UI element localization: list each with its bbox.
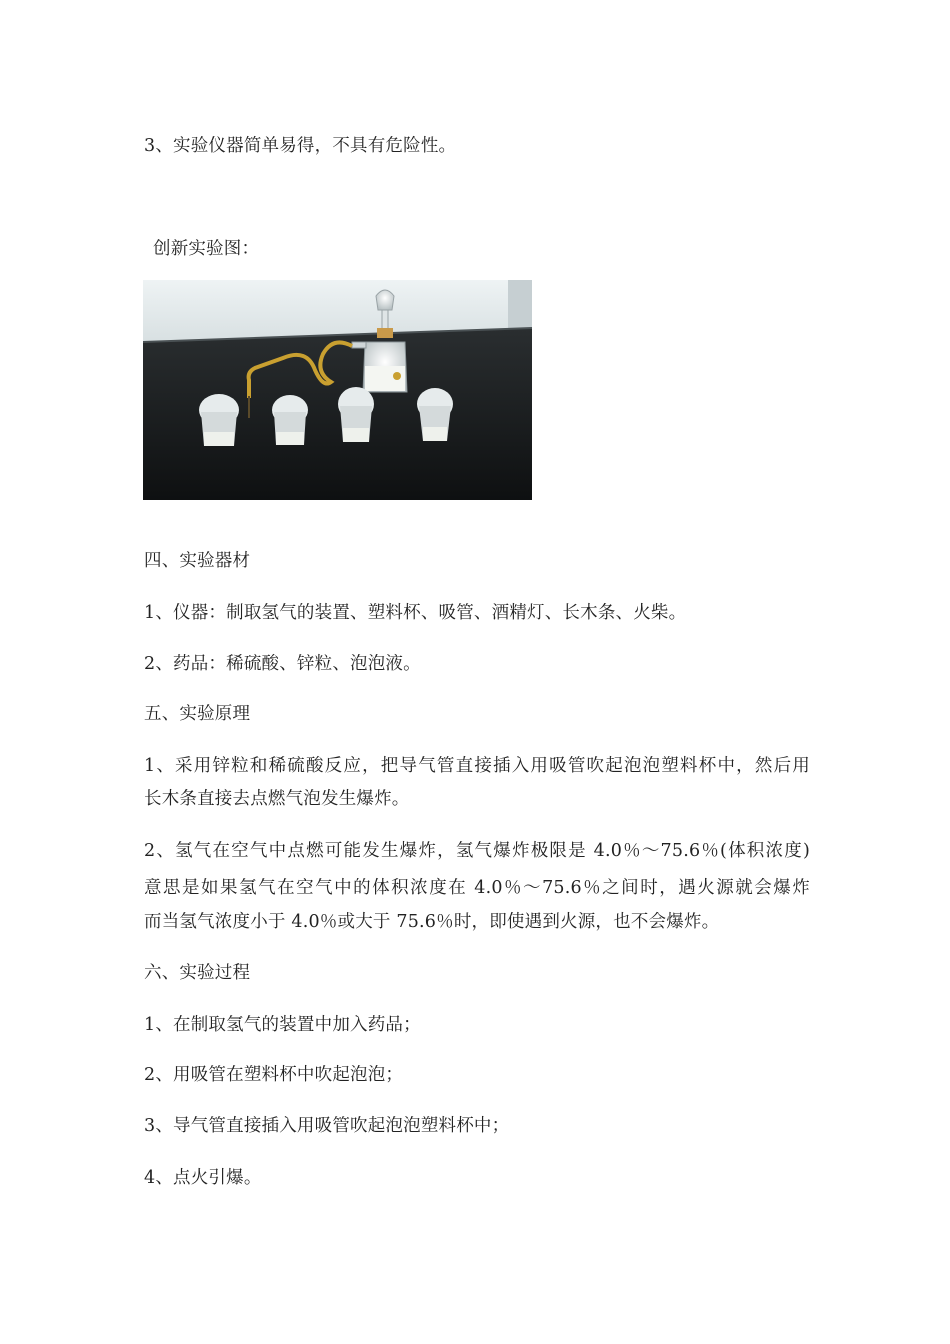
section-5-para-2-line-1: 2、氢气在空气中点燃可能发生爆炸，氢气爆炸极限是 4.0％～75.6％(体积浓度) xyxy=(144,841,810,861)
section-5-para-1-line-2: 长木条直接去点燃气泡发生爆炸。 xyxy=(144,789,410,809)
plastic-cup-1 xyxy=(199,394,239,446)
section-6-step-2: 2、用吸管在塑料杯中吹起泡泡； xyxy=(144,1065,404,1085)
experiment-photo xyxy=(143,280,532,500)
section-5-para-1-line-1: 1、采用锌粒和稀硫酸反应，把导气管直接插入用吸管吹起泡泡塑料杯中，然后用 xyxy=(144,756,810,776)
section-6-step-1: 1、在制取氢气的装置中加入药品； xyxy=(144,1015,421,1035)
section-6-step-4: 4、点火引爆。 xyxy=(144,1168,262,1188)
plastic-cup-2 xyxy=(272,395,308,445)
intro-item-3: 3、实验仪器简单易得，不具有危险性。 xyxy=(144,136,457,156)
section-5-heading: 五、实验原理 xyxy=(144,704,251,724)
section-6-heading: 六、实验过程 xyxy=(144,963,251,983)
section-5-para-2-line-2: 意思是如果氢气在空气中的体积浓度在 4.0％～75.6％之间时，遇火源就会爆炸 xyxy=(144,878,810,898)
section-4-item-1: 1、仪器：制取氢气的装置、塑料杯、吸管、酒精灯、长木条、火柴。 xyxy=(144,603,687,623)
plastic-cup-3 xyxy=(338,387,374,442)
figure-caption: 创新实验图： xyxy=(153,239,260,259)
section-6-step-3: 3、导气管直接插入用吸管吹起泡泡塑料杯中； xyxy=(144,1116,510,1136)
section-4-item-2: 2、药品：稀硫酸、锌粒、泡泡液。 xyxy=(144,654,421,674)
plastic-cup-4 xyxy=(417,388,453,441)
wall-edge xyxy=(508,280,532,332)
section-5-para-2-line-3: 而当氢气浓度小于 4.0％或大于 75.6％时，即使遇到火源，也不会爆炸。 xyxy=(144,912,720,932)
section-4-heading: 四、实验器材 xyxy=(144,551,251,571)
